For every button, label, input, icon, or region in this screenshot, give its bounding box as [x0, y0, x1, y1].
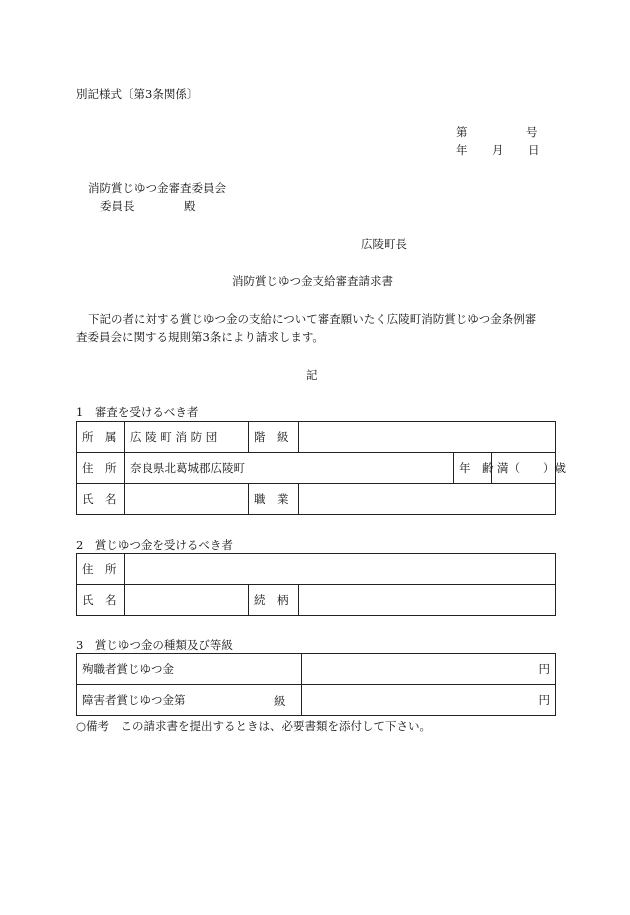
date-month: 月 — [492, 143, 504, 157]
date-year: 年 — [456, 143, 468, 157]
remarks-note: ○備考 この請求書を提出するときは、必要書類を添付して下さい。 — [76, 719, 432, 733]
section-2-heading: 2 賞じゆつ金を受けるべき者 — [76, 538, 233, 552]
disability-grade-suffix: 級 — [274, 694, 286, 708]
rank-field[interactable] — [299, 422, 556, 453]
name-field[interactable] — [125, 484, 249, 515]
occupation-field[interactable] — [299, 484, 556, 515]
rank-label: 階 級 — [249, 422, 299, 453]
section-2-table — [76, 553, 556, 616]
body-text-line-1: 下記の者に対する賞じゆつ金の支給について審査願いたく広陵町消防賞じゆつ金条例審 — [88, 312, 537, 326]
death-award-amount[interactable]: 円 — [302, 654, 556, 685]
section-3-heading: 3 賞じゆつ金の種類及び等級 — [76, 638, 233, 652]
disability-award-label: 障害者賞じゆつ金第 — [82, 693, 186, 707]
disability-award-amount[interactable]: 円 — [302, 685, 556, 716]
relation-field[interactable] — [299, 585, 556, 616]
disability-award-cell — [77, 685, 302, 716]
address-value: 奈良県北葛城郡広陵町 — [125, 453, 454, 484]
address-label: 住 所 — [77, 453, 125, 484]
age-label: 年 齢 — [454, 453, 492, 484]
addressee-committee: 消防賞じゆつ金審査委員会 — [88, 181, 226, 195]
addressee-honorific: 殿 — [184, 199, 196, 213]
age-value[interactable]: 満（ ）歳 — [492, 453, 556, 484]
recipient-address-label: 住 所 — [77, 554, 125, 585]
recipient-address-field[interactable] — [125, 554, 556, 585]
recipient-name-label: 氏 名 — [77, 585, 125, 616]
name-label: 氏 名 — [77, 484, 125, 515]
table-row — [77, 685, 556, 716]
table-row — [77, 484, 556, 515]
section-3-table — [76, 653, 556, 716]
number-prefix: 第 — [456, 125, 468, 139]
ki-heading: 記 — [306, 368, 318, 382]
table-row — [77, 422, 556, 453]
table-row — [77, 554, 556, 585]
relation-label: 続 柄 — [249, 585, 299, 616]
body-text-line-2: 査委員会に関する規則第3条により請求します。 — [76, 330, 324, 344]
document-title: 消防賞じゆつ金支給審査請求書 — [232, 274, 393, 288]
form-reference: 別記様式〔第3条関係〕 — [76, 87, 199, 101]
number-suffix: 号 — [526, 125, 538, 139]
table-row — [77, 654, 556, 685]
affiliation-value: 広 陵 町 消 防 団 — [125, 422, 249, 453]
table-row — [77, 453, 556, 484]
sender: 広陵町長 — [361, 237, 407, 251]
table-row — [77, 585, 556, 616]
death-award-label: 殉職者賞じゆつ金 — [77, 654, 302, 685]
recipient-name-field[interactable] — [125, 585, 249, 616]
addressee-chair: 委員長 — [100, 199, 135, 213]
section-1-heading: 1 審査を受けるべき者 — [76, 405, 199, 419]
section-1-table — [76, 421, 566, 515]
occupation-label: 職 業 — [249, 484, 299, 515]
date-day: 日 — [528, 143, 540, 157]
affiliation-label: 所 属 — [77, 422, 125, 453]
